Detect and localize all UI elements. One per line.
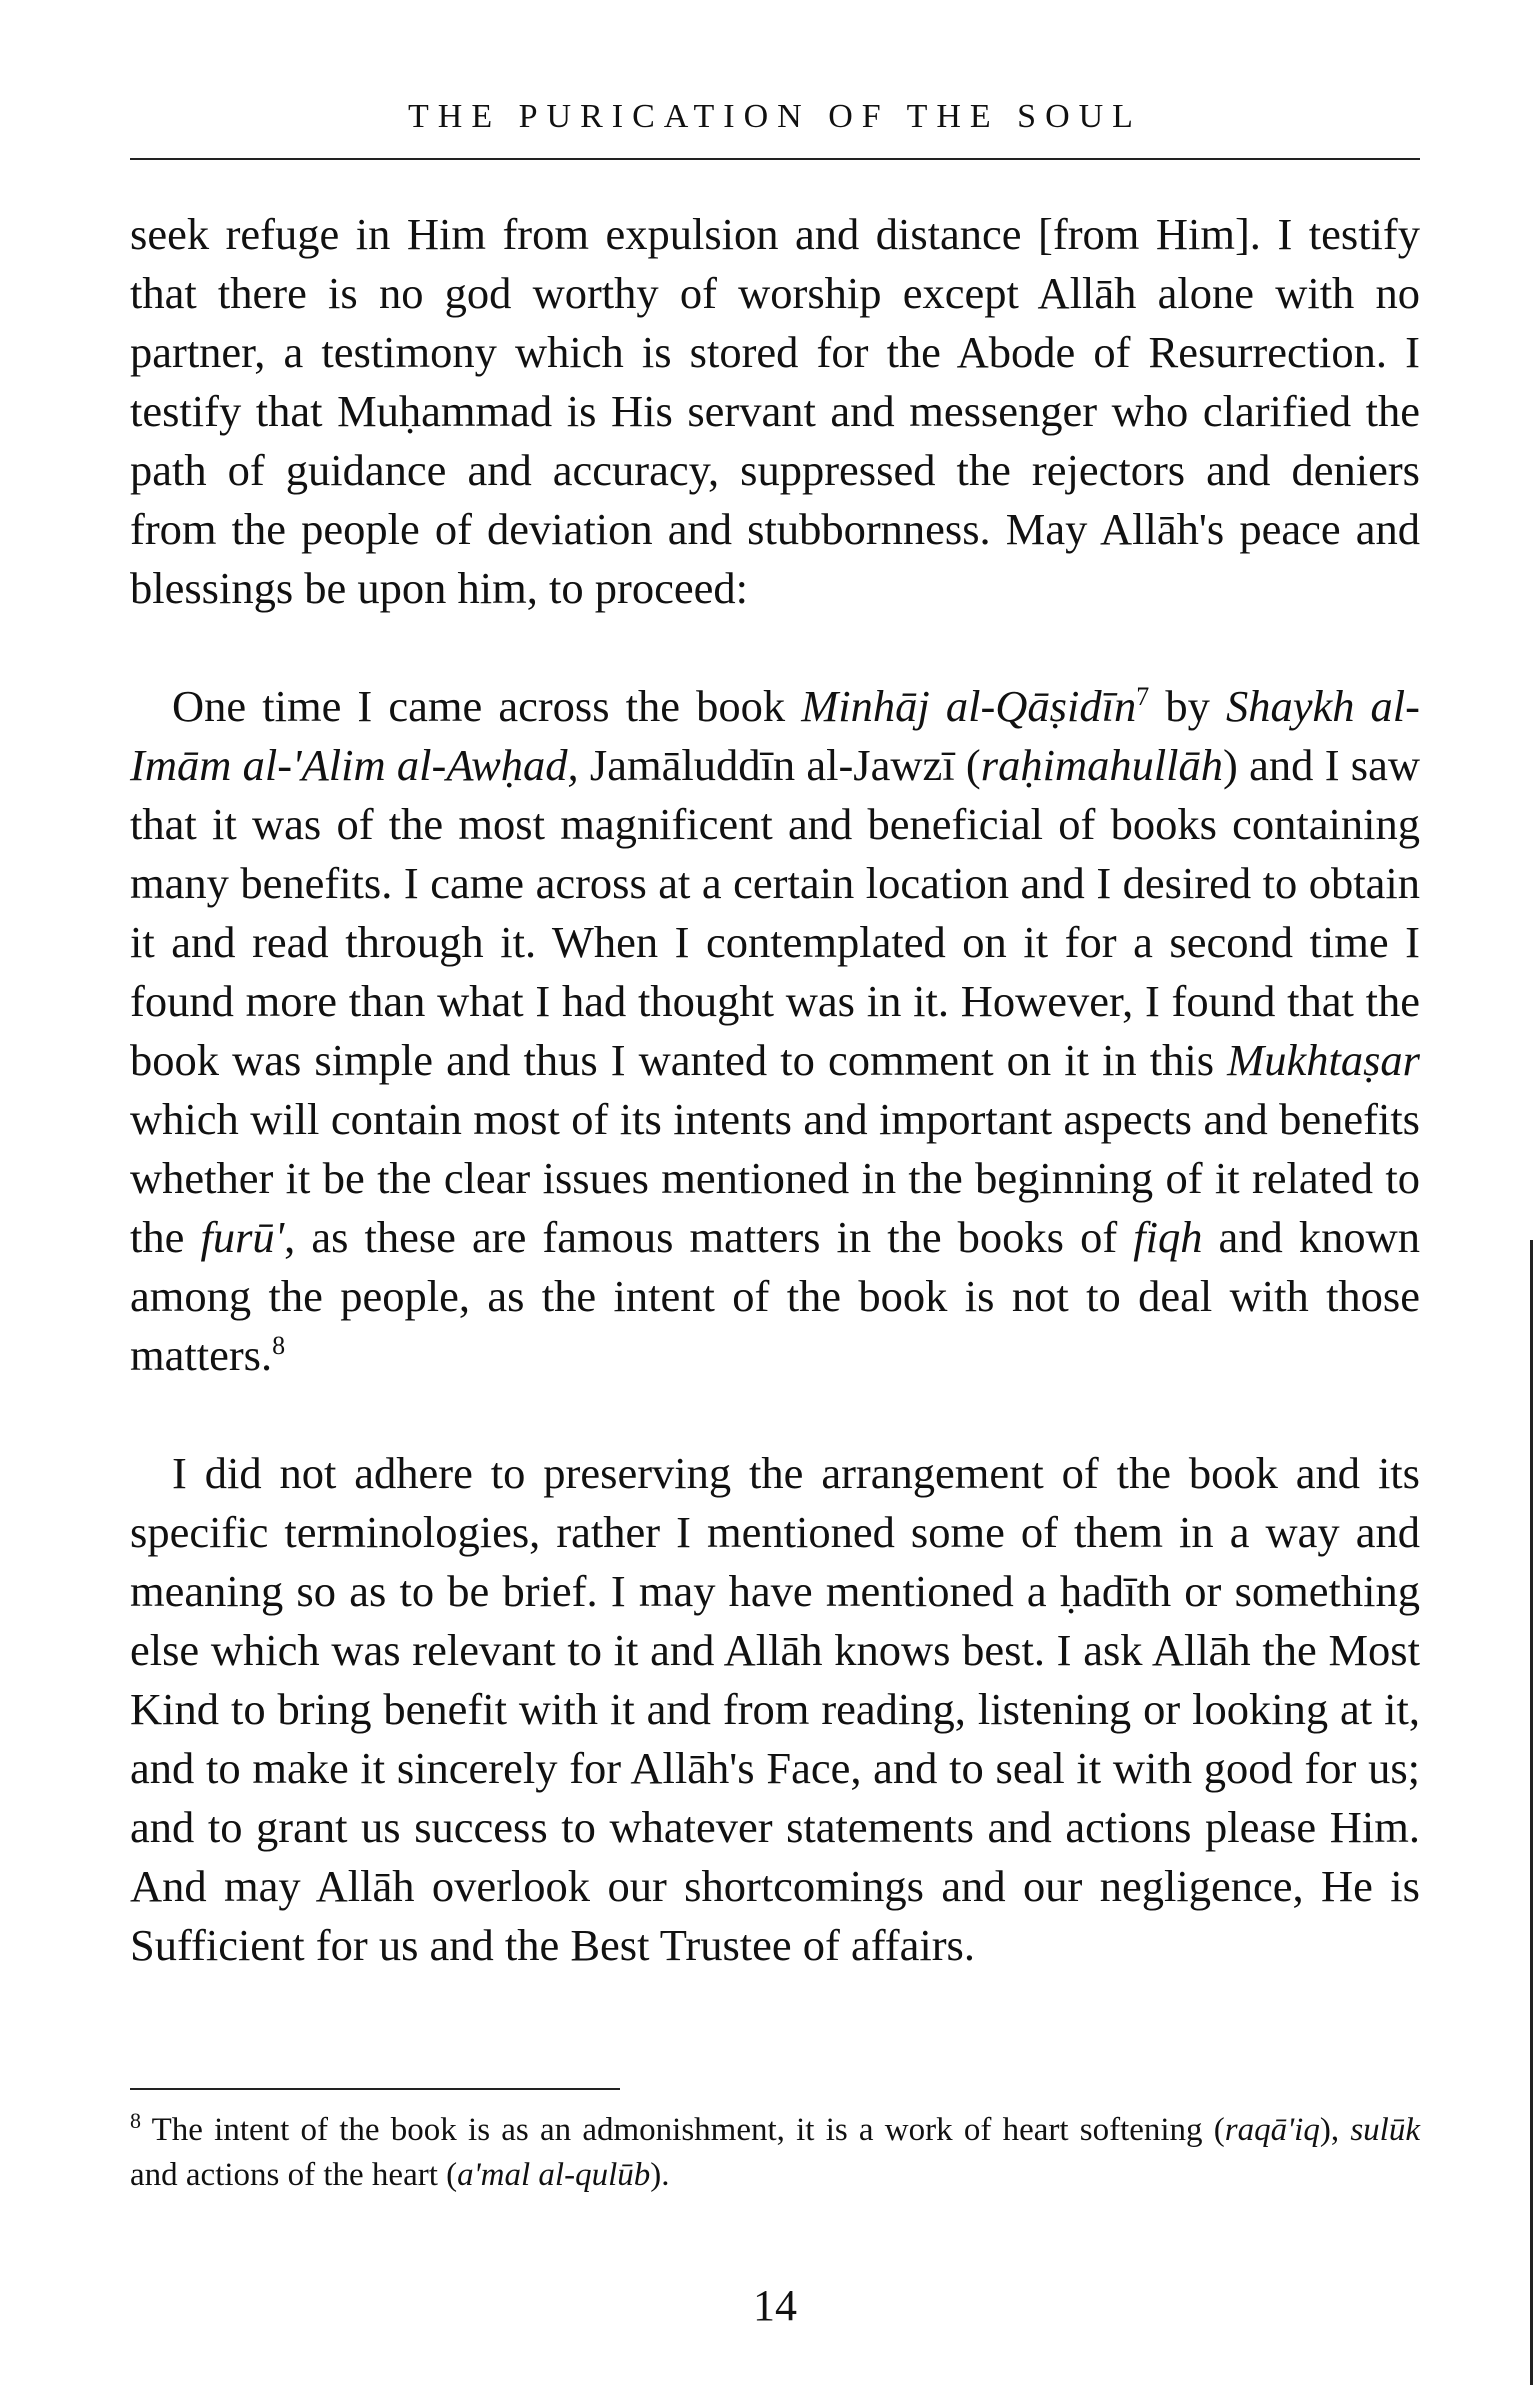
term-raqaiq: raqā'iq [1224, 2112, 1320, 2148]
body-text [130, 205, 1420, 1975]
term-furu: furū' [200, 1212, 285, 1262]
paragraph-minhaj [130, 677, 1420, 1385]
text-span: The intent of the book is as an admonishment, it is a work of heart softening ( [141, 2112, 1225, 2148]
term-mukhtasar: Mukhtaṣar [1227, 1035, 1420, 1085]
term-fiqh: fiqh [1133, 1212, 1203, 1262]
text-span: and known among the people, as the intent of the book is not to deal with those matters. [130, 1212, 1421, 1380]
text-span: , as these are famous matters in the books of [284, 1212, 1134, 1262]
book-title-minhaj: Minhāj al-Qāṣidīn [801, 681, 1137, 731]
text-span: ), [1319, 2112, 1351, 2148]
author-title: Shaykh al-Imām al-'Alim al-Awḥad, [130, 681, 1420, 790]
text-span: ). [650, 2157, 670, 2193]
header-rule [130, 158, 1420, 160]
page-number: 14 [753, 2281, 797, 2330]
running-head: THE PURICATION OF THE SOUL [408, 98, 1142, 135]
footnote-number: 8 [130, 2108, 141, 2133]
footnote-ref-8: 8 [272, 1331, 286, 1361]
text-span: which will contain most of its intents and important aspects and benefits whether it be the clear issues mentioned in the beginning of it related to the [130, 1094, 1420, 1262]
text-span: and actions of the heart ( [130, 2157, 458, 2193]
honorific: raḥimahullāh [980, 740, 1224, 790]
footnote-rule [130, 2088, 620, 2090]
term-amal-al-qulub: a'mal al-qulūb [457, 2157, 651, 2193]
paragraph-arrangement: I did not adhere to preserving the arrangement of the book and its specific terminologies, rather I mentioned some of them in a way and meaning so as to be brief. I may have mentioned a ḥadīth or something else which was relevant to it and Allāh knows best. I ask Allāh the Most Kind to bring benefit with it and from reading, listening or looking at it, and to make it sincerely for Allāh's Face, and to seal it with good for us; and to grant us success to whatever statements and actions please Him. And may Allāh overlook our shortcomings and our negligence, He is Sufficient for us and the Best Trustee of affairs. [130, 1448, 1420, 1970]
footnote-ref-7: 7 [1136, 682, 1150, 712]
page-edge-line [1530, 1240, 1533, 2385]
text-span: by [1149, 681, 1226, 731]
text-span: One time I came across the book [172, 681, 802, 731]
footnote-8 [130, 2108, 1420, 2198]
paragraph-continuation: seek refuge in Him from expulsion and distance [from Him]. I testify that there is no god worthy of worship except Allāh alone with no partner, a testimony which is stored for the Abode of Resurrection. I testify that Muḥammad is His servant and messenger who clarified the path of guidance and accuracy, suppressed the rejectors and deniers from the people of deviation and stubbornness. May Allāh's peace and blessings be upon him, to proceed: [130, 209, 1420, 613]
text-span: Jamāluddīn al-Jawzī ( [578, 740, 981, 790]
text-span: ) and I saw that it was of the most magnificent and beneficial of books containing many benefits. I came across at a certain location and I desired to obtain it and read through it. When I contemplated on it for a second time I found more than what I had thought was in it. However, I found that the book was simple and thus I wanted to comment on it in this [130, 740, 1421, 1085]
term-suluk: sulūk [1350, 2112, 1420, 2148]
